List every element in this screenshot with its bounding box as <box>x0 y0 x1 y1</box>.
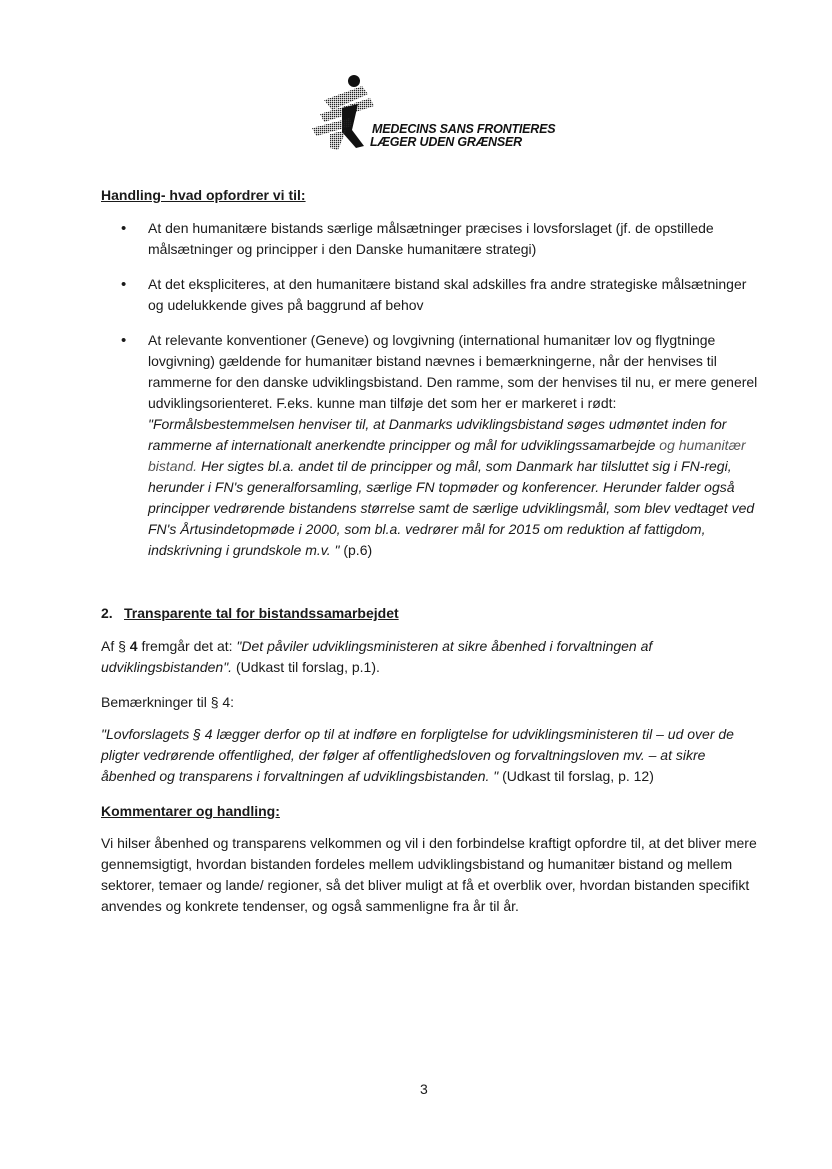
bullet3-quote: "Formålsbestemmelsen henviser til, at Danmarks udviklingsbistand søges udmøntet inden for rammerne af internationalt anerkendte principper og mål for udviklingssamarbejde <box>148 416 727 453</box>
section-title: Transparente tal for bistandssamarbejdet <box>124 605 399 621</box>
page-number: 3 <box>420 1081 428 1097</box>
logo-text-danish: LÆGER UDEN GRÆNSER <box>370 135 522 149</box>
logo-text-french: MEDECINS SANS FRONTIERES <box>372 122 556 136</box>
action-heading: Handling- hvad opfordrer vi til: <box>101 187 306 203</box>
paragraph-comment: Vi hilser åbenhed og transparens velkommen og vil i den forbindelse kraftigt opfordre til, at det bliver mere gennemsigtigt, hvordan bistanden fordeles mellem udviklingsbistand og humanitær bistand og mellem sektorer, temaer og lande/ regioner, så det bliver muligt at få et overblik over, hvordan bistanden specifikt anvendes og konkrete tendenser, og også sammenligne fra år til år. <box>101 835 757 914</box>
bullet3-text: At relevante konventioner (Geneve) og lovgivning (international humanitær lov og flygtninge lovgivning) gældende for humanitær bistand nævnes i bemærkningerne, når der henvises til rammerne for den danske udviklingsbistand. Den ramme, som der henvises til nu, er mere generel udviklingsorienteret. F.eks. kunne man tilføje det som her er markeret i rødt: <box>148 332 758 411</box>
bullet3-added-text: og humanitær bistand. <box>148 437 746 474</box>
paragraph-remarks-label: Bemærkninger til § 4: <box>101 694 235 710</box>
msf-logo <box>302 68 556 158</box>
action-list <box>121 218 761 575</box>
list-item: • At det ekspliciteres, at den humanitære bistand skal adskilles fra andre strategiske målsætninger og udelukkende gives på baggrund af behov <box>121 274 761 316</box>
paragraph-section4: Af § 4 fremgår det at: "Det påviler udviklingsministeren at sikre åbenhed i forvaltningen af udviklingsbistanden". (Udkast til forslag, p.1). <box>101 638 653 675</box>
list-item <box>121 330 761 561</box>
comment-heading: Kommentarer og handling: <box>101 803 280 819</box>
bullet3-quote-continued: Her sigtes bl.a. andet til de principper og mål, som Danmark har tilsluttet sig i FN-regi, herunder i FN's generalforsamling, særlige FN topmøder og konferencer. Herunder falder også principper vedrørende bistandens størrelse samt de særlige udviklingsmål, som blev vedtaget ved FN's Årtusindetopmøde i 2000, som bl.a. vedrører mål for 2015 om reduktion af fattigdom, indskrivning i grundskole m.v. " <box>148 458 755 558</box>
list-item: • At den humanitære bistands særlige målsætninger præcises i lovsforslaget (jf. de opstillede målsætninger og principper i den Danske humanitære strategi) <box>121 218 761 260</box>
paragraph-remarks-quote: "Lovforslagets § 4 lægger derfor op til at indføre en forpligtelse for udviklingsministeren til – ud over de pligter vedrørende offentlighed, der følger af offentlighedsloven og forvaltningsloven mv. – at sikre åbenhed og transparens i forvaltningen af udviklingsbistanden. " (Udkast til forslag, p. 12) <box>101 726 734 784</box>
bullet3-ref: (p.6) <box>343 542 373 558</box>
section-number: 2. <box>101 605 113 621</box>
